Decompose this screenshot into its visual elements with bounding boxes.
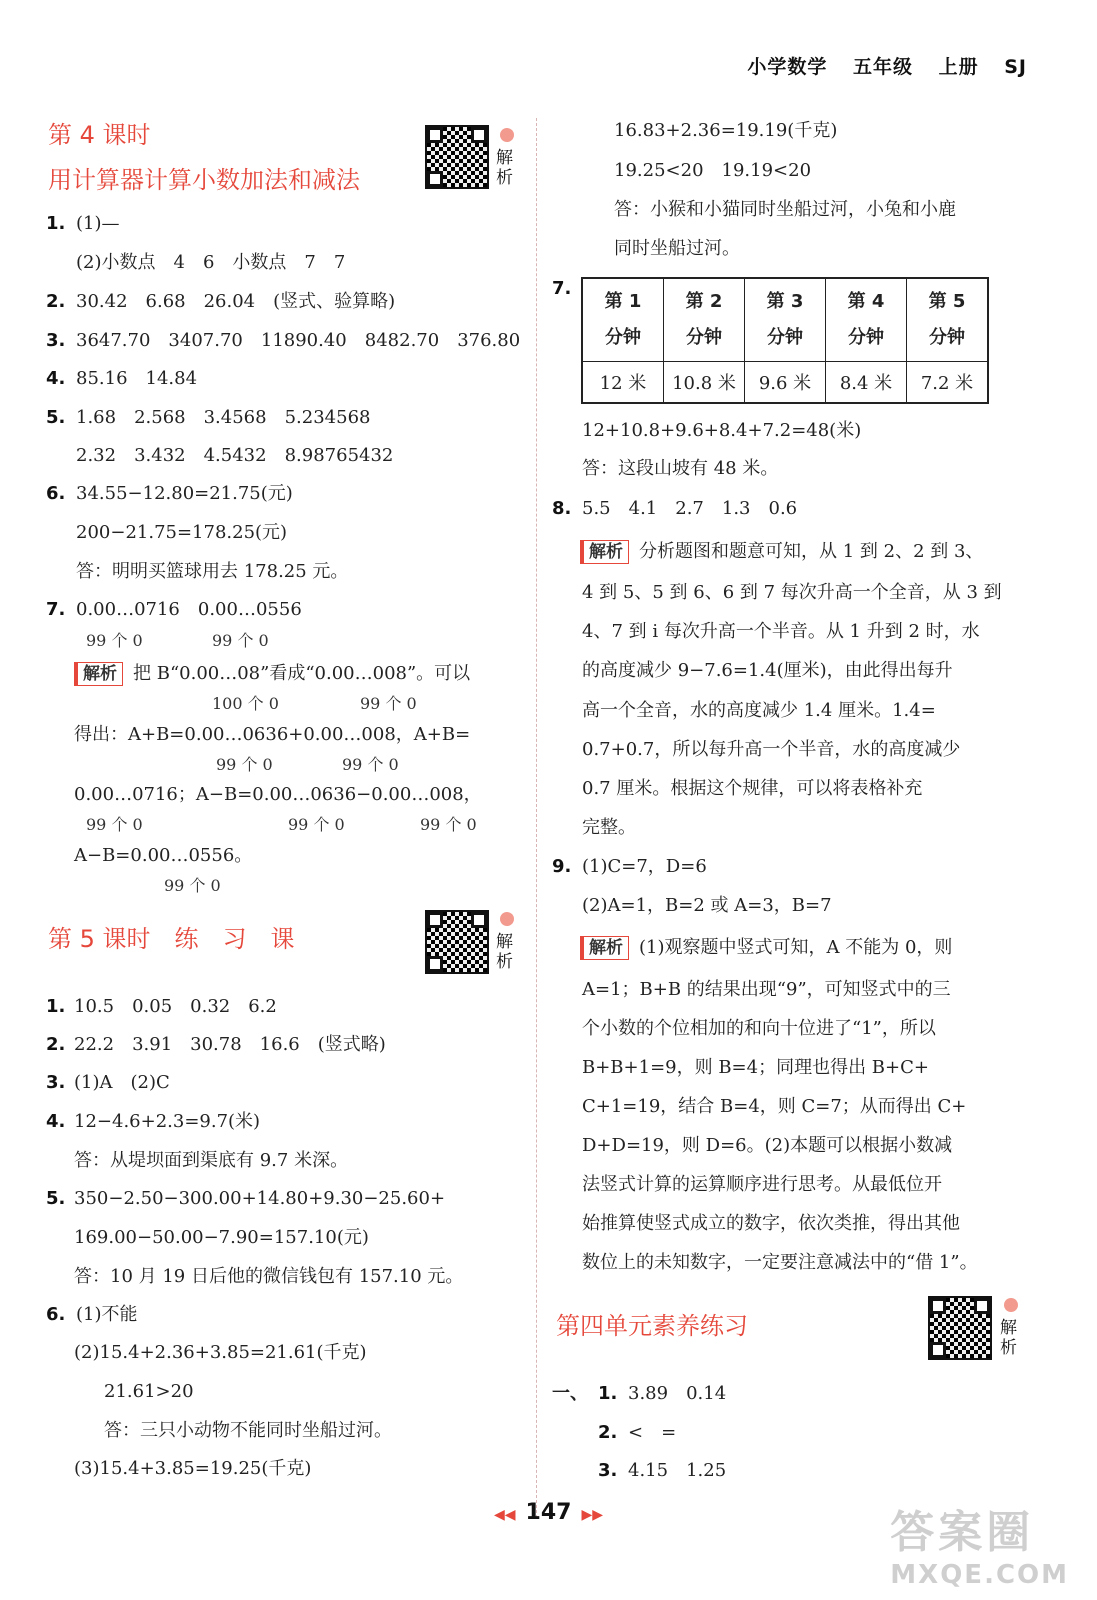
u2-answer: < =: [628, 1422, 677, 1443]
u2-number: 2.: [598, 1422, 618, 1443]
q1-number: 1.: [46, 213, 66, 234]
analysis-tag: 解析: [580, 540, 629, 564]
r-q9-analysis-2: A=1；B+B 的结果出现“9”，可知竖式中的三: [582, 979, 951, 1000]
q5-number: 5.: [46, 407, 66, 428]
right-line-1: 16.83+2.36=19.19(千克): [614, 120, 838, 141]
play-dot-icon: [500, 912, 514, 926]
q7-e-sub-1: 99 个 0: [164, 876, 221, 895]
table-header-row: [582, 278, 988, 362]
u-section-prefix: 一、: [552, 1383, 588, 1404]
q7-sub-1: 99 个 0: [86, 631, 143, 650]
p5-answer-b: 169.00−50.00−7.90=157.10(元): [74, 1227, 369, 1248]
r-q7-number: 7.: [552, 278, 572, 299]
header-subject: 小学数学: [747, 56, 828, 78]
r-q8-analysis-8: 完整。: [582, 817, 636, 838]
q7-d-sub-3: 99 个 0: [420, 815, 477, 834]
watermark-top: 答案圈: [890, 1507, 1035, 1558]
r-q9-answer-b: (2)A=1，B=2 或 A=3，B=7: [582, 895, 832, 916]
table-header-cell: 第 1 分钟: [582, 278, 664, 362]
q2-answer: 30.42 6.68 26.04 (竖式、验算略): [76, 291, 396, 312]
q6-answer-c: 答：明明买篮球用去 178.25 元。: [76, 561, 349, 582]
q2-number: 2.: [46, 291, 66, 312]
q7-analysis-text1: 把 B“0.00…08”看成“0.00…008”。可以: [133, 663, 471, 684]
table-cell: 8.4 米: [826, 362, 907, 404]
table-header-cell: 第 3 分钟: [745, 278, 826, 362]
q7-b-sub-1: 100 个 0: [212, 694, 279, 713]
q7-answer: 0.00…0716 0.00…0556: [76, 599, 302, 620]
r-q8-analysis-5: 高一个全音，水的高度减少 1.4 厘米。1.4=: [582, 700, 936, 721]
q7-analysis-line1: [74, 661, 470, 687]
q5-answer-b: 2.32 3.432 4.5432 8.98765432: [76, 445, 394, 466]
qr-code-icon[interactable]: [425, 910, 489, 974]
p5-number: 5.: [46, 1188, 66, 1209]
p2-answer: 22.2 3.91 30.78 16.6 (竖式略): [74, 1034, 386, 1055]
q4-number: 4.: [46, 368, 66, 389]
pace-table: [581, 277, 989, 404]
u1-number: 1.: [598, 1383, 618, 1404]
lesson5-title: 第 5 课时 练 习 课: [48, 925, 295, 953]
q7-b-sub-2: 99 个 0: [360, 694, 417, 713]
next-page-icon[interactable]: ▶▶: [581, 1507, 604, 1523]
table-header-cell: 第 2 分钟: [664, 278, 745, 362]
p6-answer-b: (2)15.4+2.36+3.85=21.61(千克): [74, 1342, 367, 1363]
running-header: [729, 52, 1027, 79]
play-dot-icon: [1004, 1298, 1018, 1312]
p4-answer-b: 答：从堤坝面到渠底有 9.7 米深。: [74, 1150, 349, 1171]
table-cell: 10.8 米: [664, 362, 745, 404]
watermark-bottom: MXQE.COM: [890, 1560, 1069, 1590]
r-q9-analysis-6: D+D=19，则 D=6。(2)本题可以根据小数减: [582, 1135, 953, 1156]
table-header-cell: 第 4 分钟: [826, 278, 907, 362]
q7-d-sub-2: 99 个 0: [288, 815, 345, 834]
q7-analysis-line2: 得出：A+B=0.00…0636+0.00…008，A+B=: [74, 724, 471, 745]
r-q8-number: 8.: [552, 498, 572, 519]
r-q9-number: 9.: [552, 856, 572, 877]
qr-label: 解析: [496, 932, 513, 972]
prev-page-icon[interactable]: ◀◀: [493, 1507, 516, 1523]
q3-number: 3.: [46, 330, 66, 351]
q6-answer-a: 34.55−12.80=21.75(元): [76, 483, 293, 504]
header-grade: 五年级: [852, 56, 913, 78]
q7-c-sub-2: 99 个 0: [342, 755, 399, 774]
p6-answer-c: 21.61>20: [104, 1381, 194, 1402]
table-cell: 9.6 米: [745, 362, 826, 404]
header-edition: SJ: [1004, 56, 1027, 78]
p6-number: 6.: [46, 1304, 66, 1325]
q6-answer-b: 200−21.75=178.25(元): [76, 522, 288, 543]
play-dot-icon: [500, 128, 514, 142]
p5-answer-a: 350−2.50−300.00+14.80+9.30−25.60+: [74, 1188, 446, 1209]
table-row: [582, 362, 988, 404]
u1-answer: 3.89 0.14: [628, 1383, 727, 1404]
q1-answer-a: (1)—: [76, 213, 120, 234]
lesson4-title: 用计算器计算小数加法和减法: [48, 166, 360, 194]
q4-answer: 85.16 14.84: [76, 368, 198, 389]
analysis-tag: 解析: [74, 662, 123, 686]
q7-analysis-line4: A−B=0.00…0556。: [74, 845, 253, 866]
q7-d-sub-1: 99 个 0: [86, 815, 143, 834]
right-line-3: 答：小猴和小猫同时坐船过河，小兔和小鹿: [614, 199, 956, 220]
r-q8-analysis-2: 4 到 5、5 到 6、6 到 7 每次升高一个全音，从 3 到: [582, 582, 1002, 603]
r-q9-analysis-5: C+1=19，结合 B=4，则 C=7；从而得出 C+: [582, 1096, 967, 1117]
p5-answer-c: 答：10 月 19 日后他的微信钱包有 157.10 元。: [74, 1266, 464, 1287]
q1-answer-b: (2)小数点 4 6 小数点 7 7: [76, 252, 346, 273]
p1-number: 1.: [46, 996, 66, 1017]
qr-code-icon[interactable]: [425, 125, 489, 189]
r-q7-answer-a: 12+10.8+9.6+8.4+7.2=48(米): [582, 420, 862, 441]
p4-answer-a: 12−4.6+2.3=9.7(米): [74, 1111, 261, 1132]
r-q9-analysis-1: [580, 935, 952, 961]
qr-label: 解析: [496, 148, 513, 188]
r-q7-answer-b: 答：这段山坡有 48 米。: [582, 458, 779, 479]
r-q8-analysis-3: 4、7 到 i 每次升高一个半音。从 1 升到 2 时，水: [582, 621, 980, 642]
table-cell: 7.2 米: [907, 362, 989, 404]
header-volume: 上册: [938, 56, 979, 78]
q6-number: 6.: [46, 483, 66, 504]
column-divider: [536, 118, 537, 1518]
right-line-2: 19.25<20 19.19<20: [614, 160, 812, 181]
p6-answer-a: (1)不能: [76, 1304, 138, 1325]
p4-number: 4.: [46, 1111, 66, 1132]
r-q9-analysis-9: 数位上的未知数字，一定要注意减法中的“借 1”。: [582, 1252, 978, 1273]
analysis-tag: 解析: [580, 936, 629, 960]
page-number: 147: [525, 1500, 572, 1525]
q3-answer: 3647.70 3407.70 11890.40 8482.70 376.80: [76, 330, 521, 351]
unit-practice-title: 第四单元素养练习: [556, 1312, 748, 1340]
q7-analysis-line3: 0.00…0716；A−B=0.00…0636−0.00…008，: [74, 784, 482, 805]
r-q9-analysis-7: 法竖式计算的运算顺序进行思考。从最低位开: [582, 1174, 942, 1195]
p3-answer: (1)A (2)C: [74, 1072, 170, 1093]
q5-answer-a: 1.68 2.568 3.4568 5.234568: [76, 407, 371, 428]
r-q8-answer: 5.5 4.1 2.7 1.3 0.6: [582, 498, 798, 519]
r-q8-analysis-1: [580, 539, 983, 565]
r-q8-analysis-6: 0.7+0.7，所以每升高一个半音，水的高度减少: [582, 739, 961, 760]
lesson4-number: 第 4 课时: [48, 121, 151, 149]
r-q8-analysis-text: 分析题图和题意可知，从 1 到 2、2 到 3、: [639, 541, 984, 562]
p6-answer-d: 答：三只小动物不能同时坐船过河。: [104, 1420, 392, 1441]
r-q9-answer-a: (1)C=7，D=6: [582, 856, 707, 877]
r-q9-analysis-3: 个小数的个位相加的和向十位进了“1”，所以: [582, 1018, 936, 1039]
r-q8-analysis-4: 的高度减少 9−7.6=1.4(厘米)，由此得出每升: [582, 660, 953, 681]
q7-c-sub-1: 99 个 0: [216, 755, 273, 774]
r-q9-analysis-8: 始推算使竖式成立的数字，依次类推，得出其他: [582, 1213, 960, 1234]
qr-code-icon[interactable]: [928, 1296, 992, 1360]
p1-answer: 10.5 0.05 0.32 6.2: [74, 996, 277, 1017]
qr-label: 解析: [1000, 1318, 1017, 1358]
table-header-cell: 第 5 分钟: [907, 278, 989, 362]
p3-number: 3.: [46, 1072, 66, 1093]
p6-answer-e: (3)15.4+3.85=19.25(千克): [74, 1458, 312, 1479]
r-q9-analysis-4: B+B+1=9，则 B=4；同理也得出 B+C+: [582, 1057, 929, 1078]
u3-number: 3.: [598, 1460, 618, 1481]
q7-sub-2: 99 个 0: [212, 631, 269, 650]
q7-number: 7.: [46, 599, 66, 620]
r-q8-analysis-7: 0.7 厘米。根据这个规律，可以将表格补充: [582, 778, 923, 799]
watermark: [890, 1496, 1069, 1590]
p2-number: 2.: [46, 1034, 66, 1055]
table-cell: 12 米: [582, 362, 664, 404]
u3-answer: 4.15 1.25: [628, 1460, 727, 1481]
right-line-4: 同时坐船过河。: [614, 238, 740, 259]
r-q9-analysis-text: (1)观察题中竖式可知，A 不能为 0，则: [639, 937, 953, 958]
